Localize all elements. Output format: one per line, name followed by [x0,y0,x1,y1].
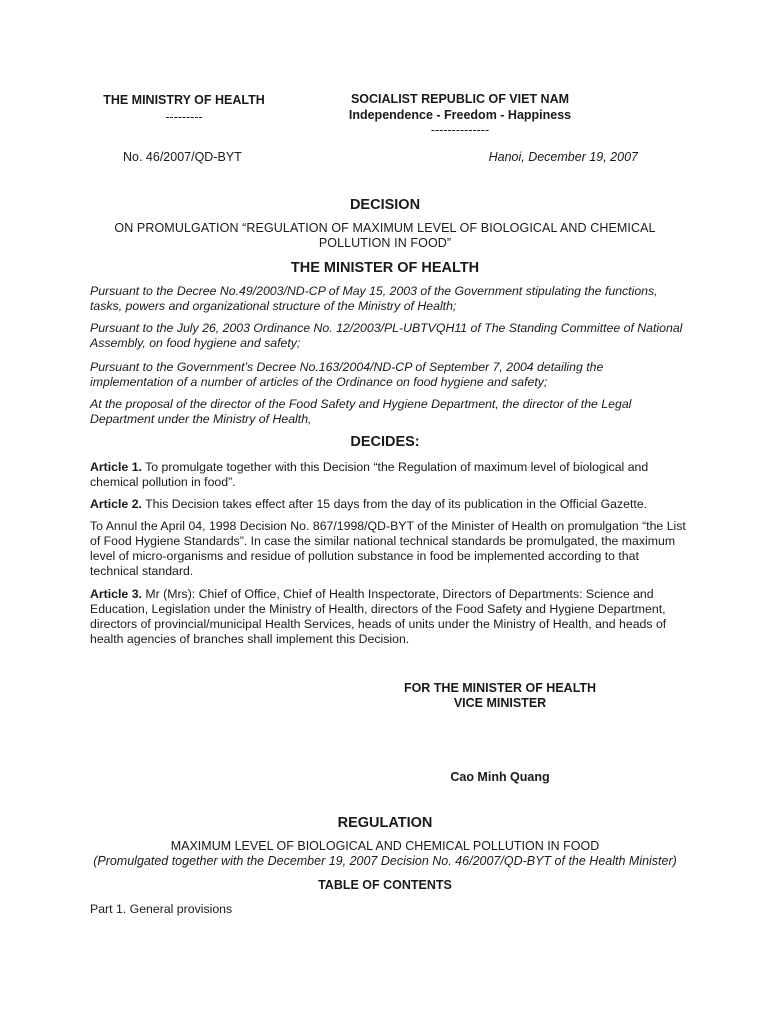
toc-title: TABLE OF CONTENTS [318,878,452,892]
signatory-line-1: FOR THE MINISTER OF HEALTH [403,681,597,695]
signatory-name: Cao Minh Quang [450,770,550,784]
regulation-title: REGULATION [337,815,433,831]
preamble-paragraph: At the proposal of the director of the Food Safety and Hygiene Department, the director of the Legal Department under the Ministry of Health, [90,397,632,426]
national-header [330,92,590,139]
ministry-name: THE MINISTRY OF HEALTH [103,93,265,107]
article-3-text: Mr (Mrs): Chief of Office, Chief of Health Inspectorate, Directors of Departments: Science and Education, Legislation under the Ministry of Health, directors of the Food Safety and Hygiene Department, directors of provincial/municipal Health Services, heads of units under the Ministry of Health, and heads of health agencies of branches shall implement this Decision. [90,587,667,646]
issuing-authority-header [84,92,284,126]
toc-item[interactable]: Part 1. General provisions [90,902,233,916]
article-2-label: Article 2. [90,497,142,511]
preamble-paragraph: Pursuant to the Government’s Decree No.163/2004/ND-CP of September 7, 2004 detailing the implementation of a number of articles of the Ordinance on food hygiene and safety; [90,360,604,389]
country-name: SOCIALIST REPUBLIC OF VIET NAM [350,92,570,106]
signatory-line-2: VICE MINISTER [453,695,547,710]
decision-subtitle-line-2: POLLUTION IN FOOD” [318,236,452,250]
authority-title: THE MINISTER OF HEALTH [290,260,480,276]
article-1-text: To promulgate together with this Decision “the Regulation of maximum level of biological and chemical pollution in food”. [90,460,649,489]
article-2 [90,497,690,512]
signatory-title [360,681,640,710]
document-number: No. 46/2007/QD-BYT [123,150,242,164]
right-separator: -------------- [430,123,490,137]
national-motto: Independence - Freedom - Happiness [348,107,572,122]
decision-subtitle-line-1: ON PROMULGATION “REGULATION OF MAXIMUM LEVEL OF BIOLOGICAL AND CHEMICAL [114,221,656,235]
decides-heading: DECIDES: [350,434,420,450]
preamble-paragraph: Pursuant to the Decree No.49/2003/ND-CP of May 15, 2003 of the Government stipulating the functions, tasks, powers and organizational structure of the Ministry of Health; [90,284,658,313]
annulment-paragraph: To Annul the April 04, 1998 Decision No. 867/1998/QD-BYT of the Minister of Health on promulgation “the List of Food Hygiene Standards”. In case the similar national technical standards be promulgated, the maximum level of micro-organisms and residue of pollution substance in food be implemented according to that technical standard. [90,519,686,578]
article-3 [90,587,690,647]
article-3-label: Article 3. [90,587,142,601]
regulation-subtitle: MAXIMUM LEVEL OF BIOLOGICAL AND CHEMICAL POLLUTION IN FOOD [170,839,600,853]
preamble-paragraph: Pursuant to the July 26, 2003 Ordinance No. 12/2003/PL-UBTVQH11 of The Standing Committee of National Assembly, on food hygiene and safety; [90,321,683,350]
decision-subtitle [90,221,680,251]
document-date: Hanoi, December 19, 2007 [488,150,638,164]
article-1 [90,460,690,490]
regulation-subtitle-block [90,839,680,869]
article-2-text: This Decision takes effect after 15 days from the day of its publication in the Official Gazette. [141,497,648,511]
decision-title: DECISION [349,197,421,213]
regulation-promulgation-note: (Promulgated together with the December 19, 2007 Decision No. 46/2007/QD-BYT of the Health Minister) [93,854,677,868]
left-separator: --------- [165,110,203,124]
article-1-label: Article 1. [90,460,142,474]
